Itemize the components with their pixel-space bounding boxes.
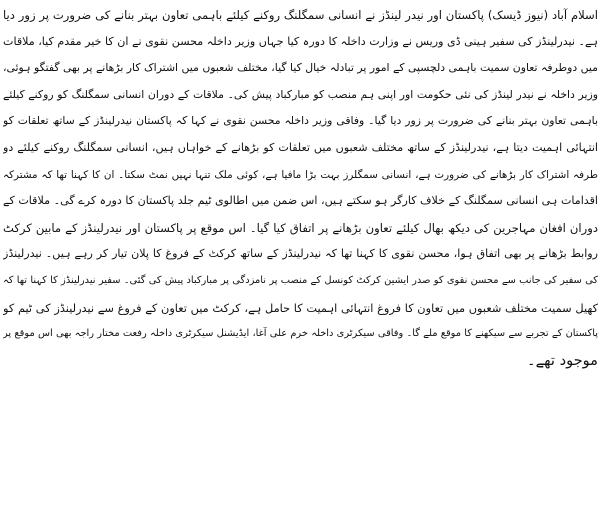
- article-line: ہے۔ نیدرلینڈز کی سفیر ہینی ڈی وریس نے وزارت داخلہ کا دورہ کیا جہاں وزیر داخلہ محسن نقوی نے ان کا خیر مقدم کیا، ملاقات: [3, 34, 598, 48]
- article-line: دوران افغان مہاجرین کی دیکھ بھال کیلئے تعاون بڑھانے پر اتفاق کیا گیا۔ اس موقع پر پاکستان اور نیدرلینڈز کے مابین کرکٹ: [3, 220, 598, 235]
- article-line: کی سفیر کی جانب سے محسن نقوی کو صدر ایشین کرکٹ کونسل کے منصب پر نامزدگی پر مبارکباد پیش کی گئی۔ سفیر نیدرلینڈز کا کہنا تھا کہ: [3, 274, 598, 286]
- article-line: پاکستان کے تجربے سے سیکھنے کا موقع ملے گا۔ وفاقی سیکرٹری داخلہ خرم علی آغا، ایڈیشنل سیکرٹری داخلہ رفعت مختار راجہ بھی اس موقع پر: [3, 328, 598, 340]
- article-line: کھیل سمیت مختلف شعبوں میں تعاون کا فروغ انتہائی اہمیت کا حامل ہے، کرکٹ میں تعاون کے فروغ سے نیدرلینڈز کی ٹیم کو: [3, 300, 598, 315]
- article-line: اقدامات ہی انسانی سمگلنگ کے خلاف کارگر ہو سکتے ہیں، اس ضمن میں اطالوی ٹیم جلد پاکستان کا دورہ کرے گی۔ ملاقات کے: [3, 194, 598, 208]
- article-line: انتہائی اہمیت دیتا ہے، نیدرلینڈز کے ساتھ مختلف شعبوں میں تعلقات کو بڑھانے کے خواہاں ہیں، انسانی سمگلنگ روکنے کیلئے دو: [3, 140, 598, 154]
- article-line: روابط بڑھانے پر بھی اتفاق ہوا، محسن نقوی کا کہنا تھا کہ نیدرلینڈز کے ساتھ کرکٹ کے فروغ کا پلان تیار کر رہے ہیں۔ نیدرلینڈز: [3, 247, 598, 261]
- article-line: باہمی تعاون بہتر بنانے کی ضرورت پر زور دیا گیا۔ وفاقی وزیر داخلہ محسن نقوی نے کہا کہ پاکستان نیدرلینڈز کے ساتھ تعلقات کو: [3, 114, 598, 128]
- article-line: وزیر داخلہ نے نیدر لینڈز کی نئی حکومت اور اپنی ہم منصب کو مبارکباد پیش کی۔ ملاقات کے دوران انسانی سمگلنگ کو روکنے کیلئے: [3, 87, 598, 101]
- article-line: اسلام آباد (نیوز ڈیسک) پاکستان اور نیدر لینڈز نے انسانی سمگلنگ روکنے کیلئے باہمی تعاون بہتر بنانے کی ضرورت پر زور دیا: [3, 8, 598, 22]
- article-line: طرفہ اشتراک کار بڑھانے کی ضرورت ہے، انسانی سمگلرز بہت بڑا مافیا ہے، کوئی ملک تنہا نہیں نمٹ سکتا۔ ان کا کہنا تھا کہ مشترکہ: [3, 168, 598, 181]
- article-line: میں دوطرفہ تعاون سمیت باہمی دلچسپی کے امور پر تبادلہ خیال کیا گیا، مختلف شعبوں میں اشتراک کار بڑھانے پر بھی گفتگو ہوئی،: [3, 61, 598, 75]
- article-line-final: موجود تھے۔: [527, 351, 598, 369]
